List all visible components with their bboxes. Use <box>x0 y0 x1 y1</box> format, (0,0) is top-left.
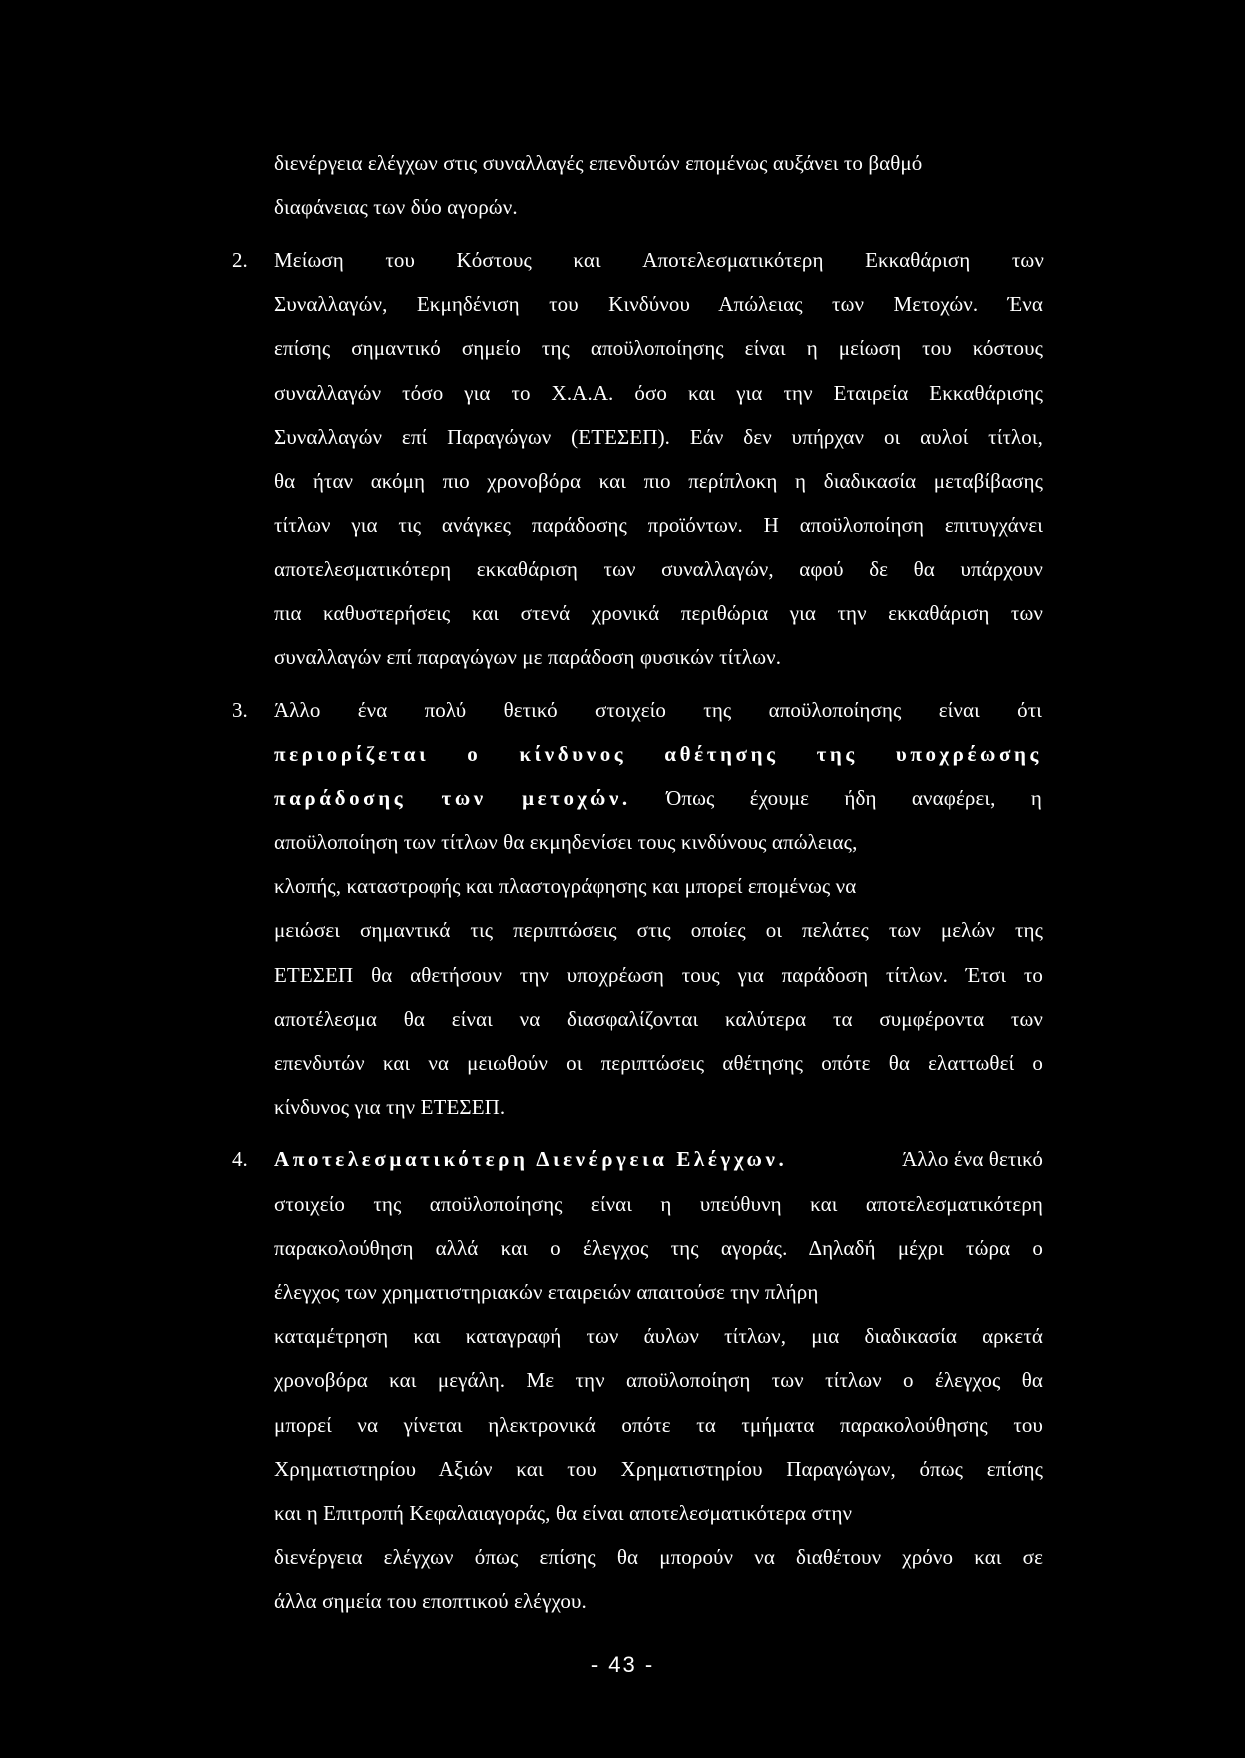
text-line: Συναλλαγών επί Παραγώγων (ΕΤΕΣΕΠ). Εάν δεν υπήρχαν οι αυλοί τίτλοι, <box>274 425 1043 449</box>
text-line: επίσης σημαντικό σημείο της αποϋλοποίησης είναι η μείωση του κόστους <box>274 336 1043 360</box>
word: ένα <box>357 698 388 722</box>
emphasis-word: υποχρέωσης <box>895 742 1042 766</box>
text-line: άλλα σημεία του εποπτικού ελέγχου. <box>274 1589 587 1613</box>
text-line: επενδυτών και να μειωθούν οι περιπτώσεις αθέτησης οπότε θα ελαττωθεί ο <box>274 1051 1043 1075</box>
word: στοιχείο <box>595 698 667 722</box>
emphasis-line <box>274 740 1042 768</box>
list-number: 4. <box>232 1147 248 1171</box>
heading-word: Κόστους <box>456 248 532 272</box>
text-line: πια καθυστερήσεις και στενά χρονικά περιθώρια για την εκκαθάριση των <box>274 601 1043 625</box>
text-line: αποϋλοποίηση των τίτλων θα εκμηδενίσει τους κινδύνους απώλειας, <box>274 830 858 854</box>
emphasis-word: αθέτησης <box>664 742 779 766</box>
word: Άλλο <box>274 698 321 722</box>
word: Όπως <box>666 786 715 810</box>
text-line: κλοπής, καταστροφής και πλαστογράφησης και μπορεί επομένως να <box>274 874 857 898</box>
emphasis-line-mixed <box>274 784 1042 812</box>
heading-rest: Άλλο ένα θετικό <box>902 1147 1043 1171</box>
word: ότι <box>1017 698 1042 722</box>
emphasis-word: μετοχών. <box>522 786 631 810</box>
heading-word: των <box>1011 248 1044 272</box>
heading-word: του <box>385 248 416 272</box>
emphasis-word: της <box>816 742 858 766</box>
emphasis-word: των <box>441 786 487 810</box>
list-item-heading <box>274 246 1044 274</box>
text-line: θα ήταν ακόμη πιο χρονοβόρα και πιο περίπλοκη η διαδικασία μεταβίβασης <box>274 469 1043 493</box>
list-item-heading <box>274 1145 1043 1173</box>
text-line: μειώσει σημαντικά τις περιπτώσεις στις οποίες οι πελάτες των μελών της <box>274 918 1043 942</box>
word: αναφέρει, <box>911 786 996 810</box>
text-line: συναλλαγών τόσο για το Χ.Α.Α. όσο και για την Εταιρεία Εκκαθάρισης <box>274 381 1043 405</box>
word: πολύ <box>424 698 467 722</box>
emphasis-word: παράδοσης <box>274 786 407 810</box>
text-line: διαφάνειας των δύο αγορών. <box>274 195 518 219</box>
text-line: μπορεί να γίνεται ηλεκτρονικά οπότε τα τμήματα παρακολούθησης του <box>274 1413 1043 1437</box>
heading-word: Εκκαθάριση <box>865 248 971 272</box>
emphasis-word: περιορίζεται <box>274 742 430 766</box>
page-number: - 43 - <box>590 1652 655 1677</box>
text-line: τίτλων για τις ανάγκες παράδοσης προϊόντων. Η αποϋλοποίηση επιτυγχάνει <box>274 513 1043 537</box>
text-line: Συναλλαγών, Εκμηδένιση του Κινδύνου Απώλειας των Μετοχών. Ένα <box>274 292 1043 316</box>
text-line: διενέργεια ελέγχων στις συναλλαγές επενδυτών επομένως αυξάνει το βαθμό <box>274 151 923 175</box>
emphasis-word: ο <box>467 742 482 766</box>
list-item-intro <box>274 696 1042 724</box>
word: ήδη <box>844 786 877 810</box>
heading-word: Μείωση <box>274 248 344 272</box>
text-line: διενέργεια ελέγχων όπως επίσης θα μπορούν να διαθέτουν χρόνο και σε <box>274 1545 1043 1569</box>
text-line: συναλλαγών επί παραγώγων με παράδοση φυσικών τίτλων. <box>274 645 782 669</box>
text-line: κίνδυνος για την ΕΤΕΣΕΠ. <box>274 1095 506 1119</box>
word: η <box>1030 786 1042 810</box>
text-line: Χρηματιστηρίου Αξιών και του Χρηματιστηρίου Παραγώγων, όπως επίσης <box>274 1457 1043 1481</box>
word: έχουμε <box>749 786 810 810</box>
list-number: 2. <box>232 248 248 272</box>
heading-word: και <box>573 248 601 272</box>
word: θετικό <box>503 698 558 722</box>
word: είναι <box>938 698 980 722</box>
list-number: 3. <box>232 698 248 722</box>
text-line: χρονοβόρα και μεγάλη. Με την αποϋλοποίηση των τίτλων ο έλεγχος θα <box>274 1368 1043 1392</box>
word: της <box>703 698 732 722</box>
word: αποϋλοποίησης <box>768 698 902 722</box>
text-line: έλεγχος των χρηματιστηριακών εταιρειών απαιτούσε την πλήρη <box>274 1280 819 1304</box>
text-line: καταμέτρηση και καταγραφή των άυλων τίτλων, μια διαδικασία αρκετά <box>274 1324 1043 1348</box>
text-line: αποτελεσματικότερη εκκαθάριση των συναλλαγών, αφού δε θα υπάρχουν <box>274 557 1043 581</box>
heading-word: Αποτελεσματικότερη <box>642 248 824 272</box>
text-line: παρακολούθηση αλλά και ο έλεγχος της αγοράς. Δηλαδή μέχρι τώρα ο <box>274 1236 1043 1260</box>
text-line: στοιχείο της αποϋλοποίησης είναι η υπεύθυνη και αποτελεσματικότερη <box>274 1192 1043 1216</box>
text-line: και η Επιτροπή Κεφαλαιαγοράς, θα είναι αποτελεσματικότερα στην <box>274 1501 853 1525</box>
text-line: ΕΤΕΣΕΠ θα αθετήσουν την υποχρέωση τους για παράδοση τίτλων. Έτσι το <box>274 963 1043 987</box>
emphasis-heading: Αποτελεσματικότερη Διενέργεια Ελέγχων. <box>274 1147 788 1171</box>
text-line: αποτέλεσμα θα είναι να διασφαλίζονται καλύτερα τα συμφέροντα των <box>274 1007 1043 1031</box>
emphasis-word: κίνδυνος <box>519 742 627 766</box>
